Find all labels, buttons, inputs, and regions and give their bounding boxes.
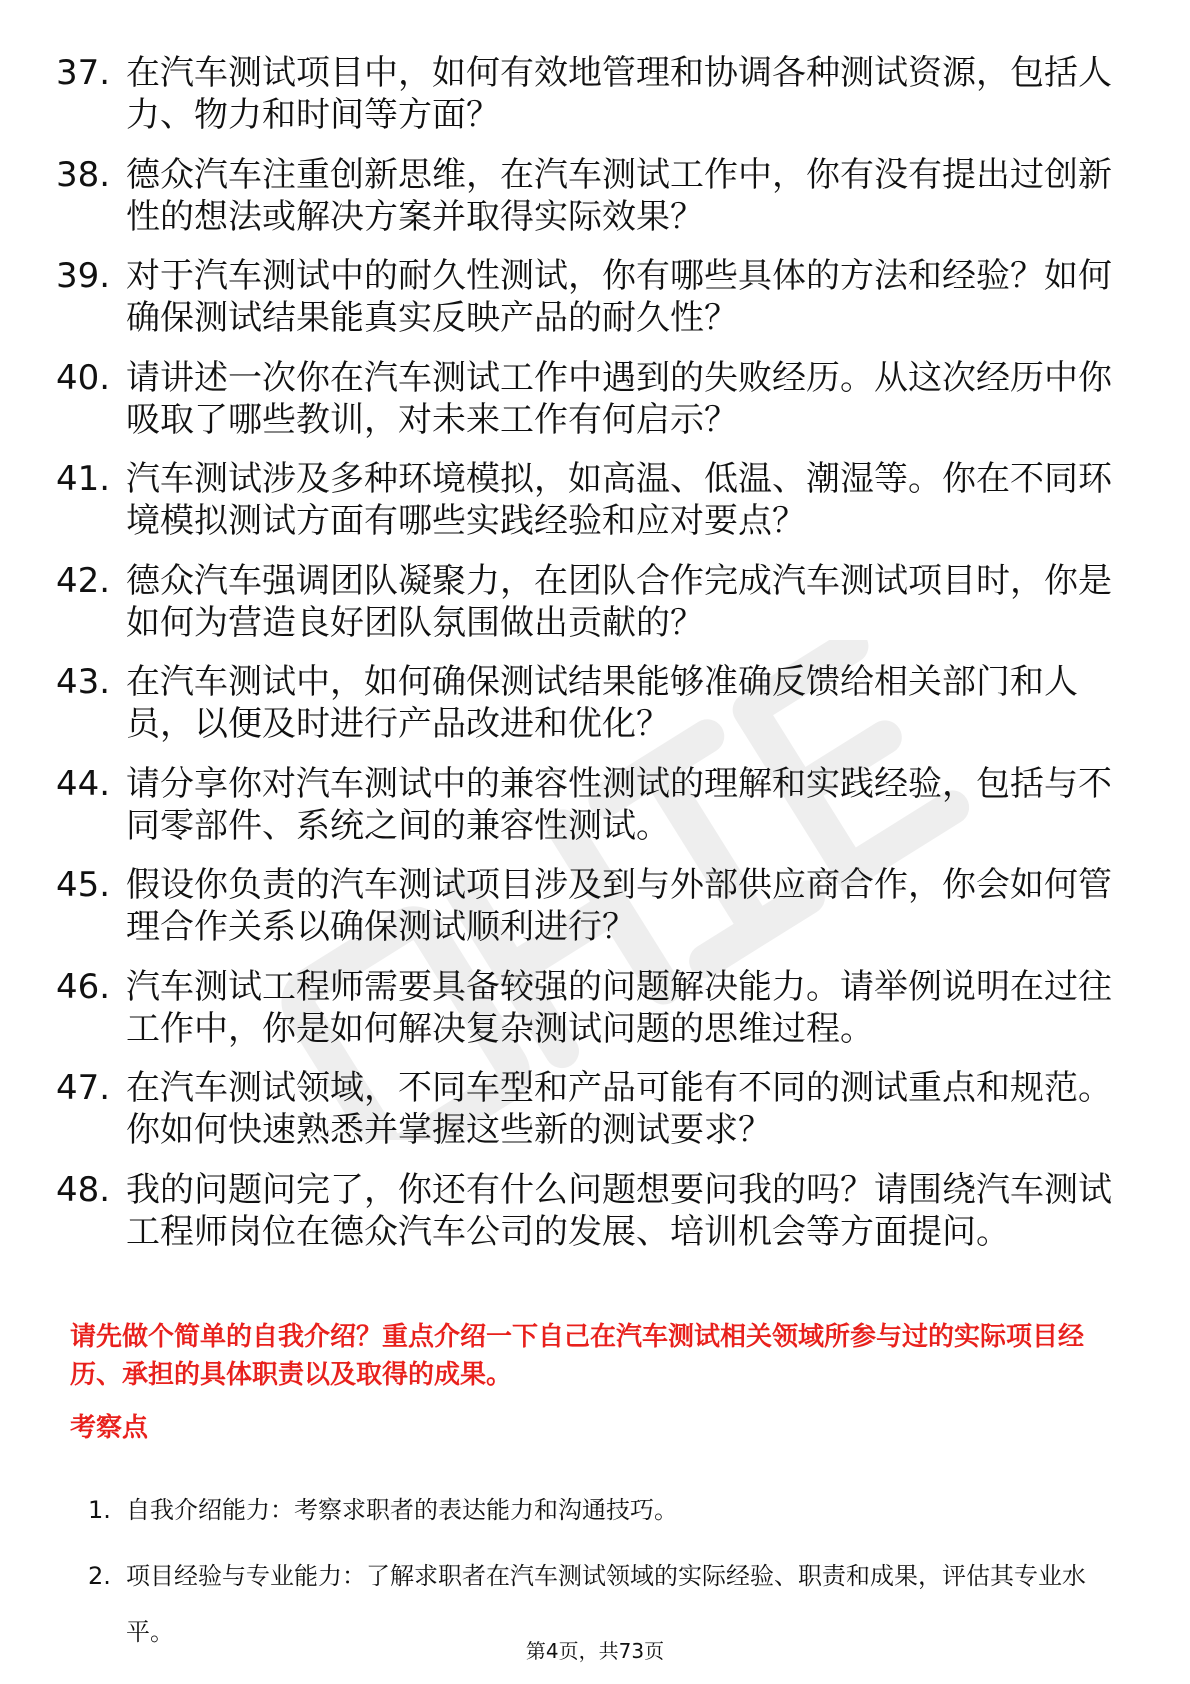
question-number: 37. [56,53,111,93]
question-number: 39. [56,256,111,296]
question-text: 假设你负责的汽车测试项目涉及到与外部供应商合作，你会如何管理合作关系以确保测试顺利进行？ [126,865,1112,947]
question-number: 45. [56,865,111,905]
question-item [56,661,1116,745]
question-item [56,763,1116,847]
question-number: 42. [56,560,111,601]
point-text: 自我介绍能力：考察求职者的表达能力和沟通技巧。 [126,1496,678,1524]
point-number: 1. [88,1496,111,1524]
question-number: 41. [56,459,111,499]
question-text: 在汽车测试中，如何确保测试结果能够准确反馈给相关部门和人员，以便及时进行产品改进和优化？ [126,662,1078,744]
question-item [56,966,1116,1050]
question-number: 46. [56,966,111,1007]
question-item [56,52,1116,136]
section-title: 考察点 [70,1413,149,1443]
question-item [56,560,1116,644]
question-text: 汽车测试工程师需要具备较强的问题解决能力。请举例说明在过往工作中，你是如何解决复杂测试问题的思维过程。 [126,966,1112,1049]
question-item [56,458,1116,542]
question-item [56,255,1116,339]
point-text: 项目经验与专业能力：了解求职者在汽车测试领域的实际经验、职责和成果，评估其专业水平。 [126,1562,1086,1646]
highlight-question: 请先做个简单的自我介绍？重点介绍一下自己在汽车测试相关领域所参与过的实际项目经历、承担的具体职责以及取得的成果。 [70,1322,1085,1390]
assessment-point [88,1482,1118,1538]
question-number: 47. [56,1068,111,1108]
question-item [56,357,1116,441]
question-text: 汽车测试涉及多种环境模拟，如高温、低温、潮湿等。你在不同环境模拟测试方面有哪些实践经验和应对要点？ [126,459,1112,541]
question-item [56,154,1116,238]
question-text: 请讲述一次你在汽车测试工作中遇到的失败经历。从这次经历中你吸取了哪些教训，对未来工作有何启示？ [126,357,1112,440]
question-text: 在汽车测试项目中，如何有效地管理和协调各种测试资源，包括人力、物力和时间等方面？ [126,53,1112,135]
question-item [56,1169,1116,1253]
page-footer: 第4页，共73页 [525,1639,665,1663]
question-item [56,864,1116,948]
question-number: 43. [56,662,111,702]
question-list [56,52,1116,1270]
question-text: 德众汽车强调团队凝聚力，在团队合作完成汽车测试项目时，你是如何为营造良好团队氛围做出贡献的？ [126,560,1112,643]
question-number: 38. [56,154,111,195]
question-text: 对于汽车测试中的耐久性测试，你有哪些具体的方法和经验？如何确保测试结果能真实反映产品的耐久性？ [126,256,1112,338]
question-item [56,1067,1116,1151]
question-text: 请分享你对汽车测试中的兼容性测试的理解和实践经验，包括与不同零部件、系统之间的兼容性测试。 [126,763,1112,846]
point-number: 2. [88,1562,111,1590]
question-text: 在汽车测试领域，不同车型和产品可能有不同的测试重点和规范。你如何快速熟悉并掌握这些新的测试要求？ [126,1068,1112,1150]
question-text: 我的问题问完了，你还有什么问题想要问我的吗？请围绕汽车测试工程师岗位在德众汽车公司的发展、培训机会等方面提问。 [126,1169,1112,1252]
question-number: 40. [56,357,111,398]
question-text: 德众汽车注重创新思维，在汽车测试工作中，你有没有提出过创新性的想法或解决方案并取得实际效果？ [126,154,1112,237]
question-number: 48. [56,1169,111,1210]
question-number: 44. [56,763,111,804]
